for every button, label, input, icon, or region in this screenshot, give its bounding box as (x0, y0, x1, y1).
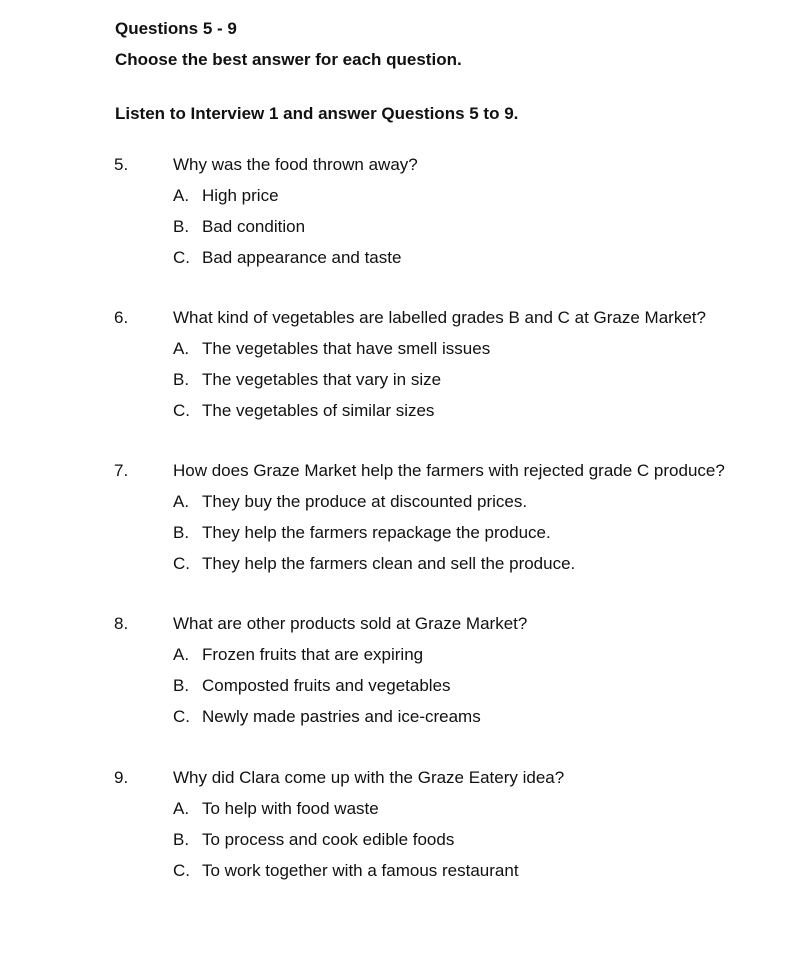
section-title: Questions 5 - 9 (115, 19, 237, 38)
option-text: The vegetables of similar sizes (202, 401, 435, 420)
option-text: They help the farmers clean and sell the produce. (202, 554, 576, 573)
answer-options (173, 799, 519, 892)
option-text: Bad condition (202, 217, 306, 236)
question-text: How does Graze Market help the farmers with rejected grade C produce? (173, 461, 725, 480)
question-number: 7. (114, 461, 129, 480)
question-number: 8. (114, 614, 129, 633)
answer-options (173, 339, 490, 432)
option-letter: B. (173, 830, 190, 849)
option-a (173, 339, 490, 370)
question-8 (0, 614, 791, 764)
option-text: High price (202, 186, 279, 205)
option-text: The vegetables that vary in size (202, 370, 442, 389)
option-letter: A. (173, 645, 190, 664)
option-letter: C. (173, 707, 190, 726)
question-5 (0, 155, 791, 305)
option-text: Composted fruits and vegetables (202, 676, 451, 695)
question-number: 5. (114, 155, 129, 174)
question-text: Why did Clara come up with the Graze Eatery idea? (173, 768, 565, 787)
question-7 (0, 461, 791, 611)
question-6 (0, 308, 791, 458)
option-letter: B. (173, 523, 190, 542)
option-letter: A. (173, 492, 190, 511)
question-text: What kind of vegetables are labelled grades B and C at Graze Market? (173, 308, 706, 327)
listening-instruction: Listen to Interview 1 and answer Questions 5 to 9. (115, 104, 519, 123)
option-letter: A. (173, 186, 190, 205)
option-text: They buy the produce at discounted prices. (202, 492, 528, 511)
option-text: The vegetables that have smell issues (202, 339, 491, 358)
option-letter: C. (173, 401, 190, 420)
option-c (173, 861, 519, 892)
option-a (173, 186, 401, 217)
option-c (173, 554, 575, 585)
option-letter: A. (173, 339, 190, 358)
option-letter: C. (173, 248, 190, 267)
question-number: 9. (114, 768, 129, 787)
question-9 (0, 768, 791, 918)
option-letter: C. (173, 861, 190, 880)
option-b (173, 676, 481, 707)
option-a (173, 645, 481, 676)
option-text: Bad appearance and taste (202, 248, 402, 267)
option-letter: B. (173, 370, 190, 389)
answer-options (173, 492, 575, 585)
option-text: To work together with a famous restaurant (202, 861, 519, 880)
question-text: What are other products sold at Graze Market? (173, 614, 528, 633)
option-c (173, 401, 490, 432)
option-text: To process and cook edible foods (202, 830, 455, 849)
option-b (173, 217, 401, 248)
question-number: 6. (114, 308, 129, 327)
option-text: To help with food waste (202, 799, 379, 818)
option-letter: B. (173, 217, 190, 236)
option-text: Newly made pastries and ice-creams (202, 707, 481, 726)
option-letter: B. (173, 676, 190, 695)
option-b (173, 370, 490, 401)
option-b (173, 830, 519, 861)
answer-options (173, 186, 401, 279)
option-text: Frozen fruits that are expiring (202, 645, 424, 664)
option-b (173, 523, 575, 554)
option-c (173, 707, 481, 738)
instruction-text: Choose the best answer for each question. (115, 50, 462, 69)
option-letter: A. (173, 799, 190, 818)
option-a (173, 799, 519, 830)
answer-options (173, 645, 481, 738)
option-text: They help the farmers repackage the produce. (202, 523, 551, 542)
option-letter: C. (173, 554, 190, 573)
option-c (173, 248, 401, 279)
question-text: Why was the food thrown away? (173, 155, 418, 174)
option-a (173, 492, 575, 523)
